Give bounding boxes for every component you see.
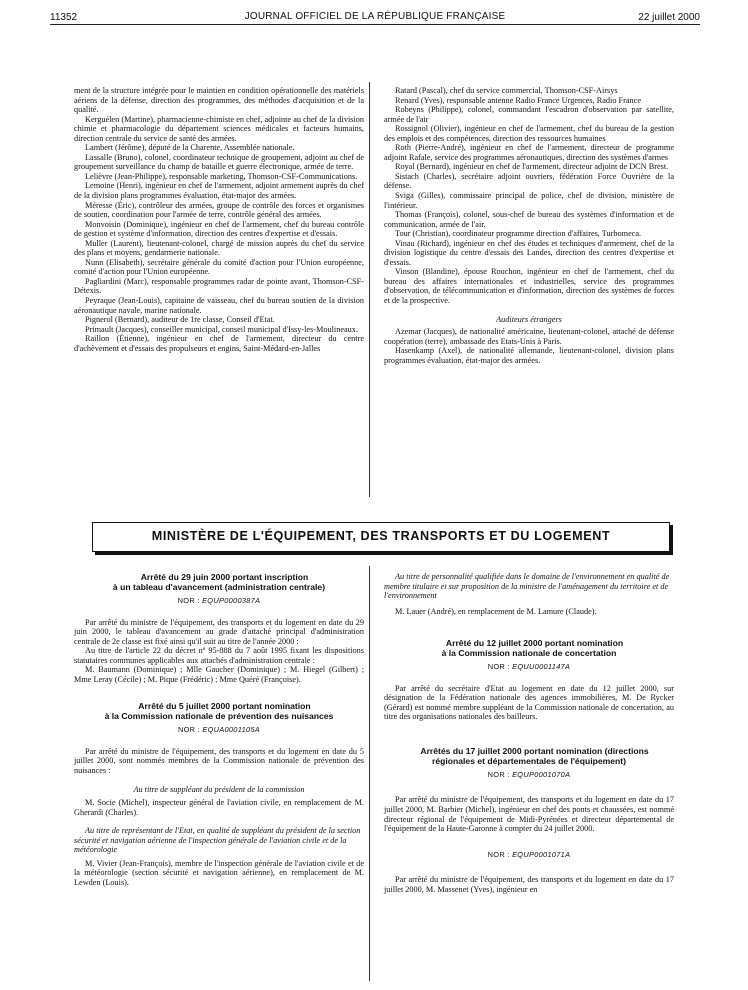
column-divider-bottom: [369, 566, 370, 981]
paragraph: Par arrêté du ministre de l'équipement, des transports et du logement en date du 17 juillet 2000, M. Massenet (Yves), ingénieur en: [384, 875, 674, 894]
list-item: Lemoine (Henri), ingénieur en chef de l'armement, adjoint armement auprès du chef de la division plans programmes évaluation, état-major des armées.: [74, 181, 364, 201]
list-item: Kerguélen (Martine), pharmacienne-chimiste en chef, adjointe au chef de la division chimie et pharmacologie du département sciences médicales et facteurs humains, direction centrale du service de santé des armées.: [74, 114, 364, 143]
list-item: Raillon (Étienne), ingénieur en chef de l'armement, directeur du centre d'achèvement et d'essais des propulseurs et engins, Saint-Médard-en-Jalles: [74, 334, 364, 353]
nor-reference: [74, 725, 364, 735]
nor-reference: [384, 662, 674, 672]
paragraph: Par arrêté du ministre de l'équipement, des transports et du logement en date du 29 juin 2000, le tableau d'avancement au grade d'attaché principal d'administration centrale de 2e classe est fixé ainsi qu'il suit au titre de l'année 2000 :: [74, 617, 364, 646]
list-item: Pignerol (Bernard), auditeur de 1re classe, Conseil d'Etat.: [85, 315, 275, 325]
paragraph: M. Lauer (André), en remplacement de M. Lamure (Claude).: [395, 606, 597, 616]
arrete-title: [74, 572, 364, 592]
paragraph: Par arrêté du ministre de l'équipement, des transports et du logement en date du 17 juillet 2000, M. Barbier (Michel), ingénieur en chef des ponts et chaussées, est nommé directeur régional de l'équipement de Midi-Pyrénées et directeur départemental de l'équipement de la Haute-Garonne à compter du 24 juillet 2000.: [384, 795, 674, 834]
page-header: [50, 8, 700, 24]
paragraph: M. Baumann (Dominique) ; Mlle Gaucher (Dominique) ; M. Hiegel (Gilbert) ; Mme Leray (Cécile) ; M. Pique (Frédéric) ; Mme Quéré (Françoise).: [74, 665, 364, 684]
nor-label: NOR :: [177, 725, 203, 735]
nor-code: EQUP0000387A: [202, 596, 261, 605]
nor-code: EQUA0001105A: [202, 725, 261, 735]
nor-reference: [384, 850, 674, 860]
arrete-title-line: Arrêté du 29 juin 2000 portant inscription: [140, 572, 309, 582]
arrete-title-line: régionales et départementales de l'équipement): [431, 755, 627, 766]
arrete-title-line: à la Commission nationale de concertation: [441, 648, 617, 659]
list-item: Renard (Yves), responsable antenne Radio France Urgences, Radio France: [395, 95, 641, 105]
nor-reference: [74, 596, 364, 606]
ministry-title: MINISTÈRE DE L'ÉQUIPEMENT, DES TRANSPORTS ET DU LOGEMENT: [92, 522, 670, 552]
list-item: Robeyns (Philippe), colonel, commandant l'escadron d'observation par satellite, armée de l'air: [384, 105, 674, 124]
arrete-title-line: à un tableau d'avancement (administration centrale): [112, 582, 326, 592]
nor-reference: [384, 770, 674, 780]
bottom-right-column: [384, 572, 674, 894]
list-item: ment de la structure intégrée pour le maintien en condition opérationnelle des matériels aériens de la défense, direction des programmes, des méthodes d'acquisition et de la qualité.: [74, 86, 364, 115]
list-item: Nunn (Elisabeth), secrétaire générale du comité d'action pour l'Union européenne, comité d'action pour l'Union européenne.: [74, 257, 364, 277]
page-number: 11352: [50, 12, 78, 23]
list-item: Sviga (Gilles), commissaire principal de police, chef de division, ministère de l'intérieur.: [384, 191, 674, 210]
nor-label: NOR :: [487, 769, 513, 779]
list-item: Thomas (François), colonel, sous-chef de bureau des systèmes d'information et de communication, armée de l'air.: [384, 210, 674, 229]
list-item: Lambert (Jérôme), député de la Charente, Assemblée nationale.: [85, 143, 295, 153]
list-item: Hasenkamp (Axel), de nationalité allemande, lieutenant-colonel, division plans programmes évaluation, état-major des armées.: [384, 346, 674, 365]
list-item: Azemar (Jacques), de nationalité américaine, lieutenant-colonel, attaché de défense coopération (terre), ambassade des Etats-Unis à Paris.: [384, 327, 674, 346]
list-item: Sistach (Charles), secrétaire adjoint ouvriers, fédération Force Ouvrière de la défense.: [384, 171, 674, 191]
italic-heading: Au titre de suppléant du président de la commission: [133, 784, 305, 794]
list-item: Tour (Christian), coordinateur programme direction d'affaires, Turbomeca.: [395, 229, 642, 239]
nor-label: NOR :: [177, 596, 203, 605]
italic-heading: Au titre de représentant de l'Etat, en qualité de suppléant du président de la section sécurité et navigation aérienne de l'inspection générale de l'aviation civile et de la météorologie: [74, 826, 361, 855]
paragraph: Par arrêté du secrétaire d'Etat au logement en date du 12 juillet 2000, sur désignation de la Fédération nationale des agences immobilières, M. De Rycker (Gérard) est nommé membre suppléant de la Commission nationale de concertation, au titre des organisations nationales des bailleurs.: [384, 683, 674, 722]
nor-code: EQUP0001070A: [512, 769, 571, 779]
list-item: Lassalle (Bruno), colonel, coordinateur technique de groupement, adjoint au chef de groupement surveillance du champ de bataille et guerre électronique, armée de terre.: [74, 152, 364, 172]
auditeurs-heading: Auditeurs étrangers: [496, 314, 562, 324]
list-item: Rossignol (Olivier), ingénieur en chef de l'armement, chef du bureau de la gestion des emplois et des compétences, direction des ressources humaines: [384, 124, 674, 143]
paragraph: Au titre de l'article 22 du décret nº 95-888 du 7 août 1995 fixant les dispositions statutaires communes applicables aux attachés d'administration centrale :: [74, 646, 364, 665]
list-item: Monvoisin (Dominique), ingénieur en chef de l'armement, chef du bureau contrôle de gestion et système d'information, direction des centres d'expertise et d'essais.: [74, 219, 364, 239]
arrete-title-line: à la Commission nationale de prévention des nuisances: [104, 711, 334, 722]
top-right-column: [384, 86, 674, 365]
list-item: Vinson (Blandine), épouse Rouchon, ingénieur en chef de l'armement, chef du bureau des affaires internationales et industrielles, service des programmes d'observation, de télécommunication et d'information, direction des systèmes de forces et de la prospective.: [384, 267, 674, 306]
arrete-title-line: Arrêtés du 17 juillet 2000 portant nomination (directions: [420, 745, 649, 756]
italic-heading: Au titre de personnalité qualifiée dans le domaine de l'environnement en qualité de membre titulaire et sur proposition de la ministre de l'aménagement du territoire et de l'environnement: [384, 572, 670, 601]
nor-label: NOR :: [487, 849, 513, 859]
nor-code: EQUP0001071A: [512, 849, 571, 859]
top-left-column: [74, 86, 364, 353]
arrete-title: [74, 701, 364, 721]
bottom-left-column: [74, 572, 364, 887]
paragraph: M. Socie (Michel), inspecteur général de l'aviation civile, en remplacement de M. Gherardi (Charles).: [74, 798, 364, 817]
paragraph: M. Vivier (Jean-François), membre de l'inspection générale de l'aviation civile et de la météorologie (section sécurité et navigation aérienne), en remplacement de M. Lewden (Louis).: [74, 858, 364, 887]
arrete-title: [384, 746, 674, 766]
list-item: Vinau (Richard), ingénieur en chef des études et techniques d'armement, chef de la division logistique du centre d'essais des Landes, direction des centres d'expertise et d'essais.: [384, 238, 674, 267]
list-item: Peyraque (Jean-Louis), capitaine de vaisseau, chef du bureau soutien de la division aéronautique navale, marine nationale.: [74, 296, 364, 315]
journal-title: JOURNAL OFFICIEL DE LA RÉPUBLIQUE FRANÇAISE: [244, 11, 506, 22]
header-rule: [50, 24, 700, 25]
list-item: Ratard (Pascal), chef du service commercial, Thomson-CSF-Airsys: [395, 86, 618, 95]
list-item: Lelièvre (Jean-Philippe), responsable marketing, Thomson-CSF-Communications.: [85, 171, 358, 181]
list-item: Roth (Pierre-André), ingénieur en chef de l'armement, directeur de programme adjoint Rafale, service des programmes aéronautiques, direction des systèmes d'armes: [384, 143, 674, 162]
list-item: Muller (Laurent), lieutenant-colonel, chargé de mission auprès du chef du service des plans et moyens, gendarmerie nationale.: [74, 238, 364, 258]
paragraph: Par arrêté du ministre de l'équipement, des transports et du logement en date du 5 juillet 2000, sont nommés membres de la Commission nationale de prévention des nuisances :: [74, 746, 364, 776]
arrete-title: [384, 638, 674, 658]
list-item: Pagliardini (Marc), responsable programmes radar de pointe avant, Thomson-CSF-Détexis.: [74, 276, 364, 296]
nor-label: NOR :: [487, 662, 513, 672]
arrete-title-line: Arrêté du 5 juillet 2000 portant nomination: [138, 701, 311, 712]
arrete-title-line: Arrêté du 12 juillet 2000 portant nomination: [445, 638, 624, 649]
nor-code: EQUU0001147A: [512, 662, 571, 672]
list-item: Méresse (Éric), contrôleur des armées, groupe de contrôle des forces et organismes de soutien, coordination pour l'armée de terre, contrôle général des armées.: [74, 200, 364, 220]
column-divider-top: [369, 82, 370, 497]
issue-date: 22 juillet 2000: [638, 12, 700, 23]
list-item: Royal (Bernard), ingénieur en chef de l'armement, directeur adjoint de DCN Brest.: [395, 162, 669, 172]
list-item: Primault (Jacques), conseiller municipal, conseil municipal d'Issy-les-Moulineaux.: [85, 324, 358, 334]
